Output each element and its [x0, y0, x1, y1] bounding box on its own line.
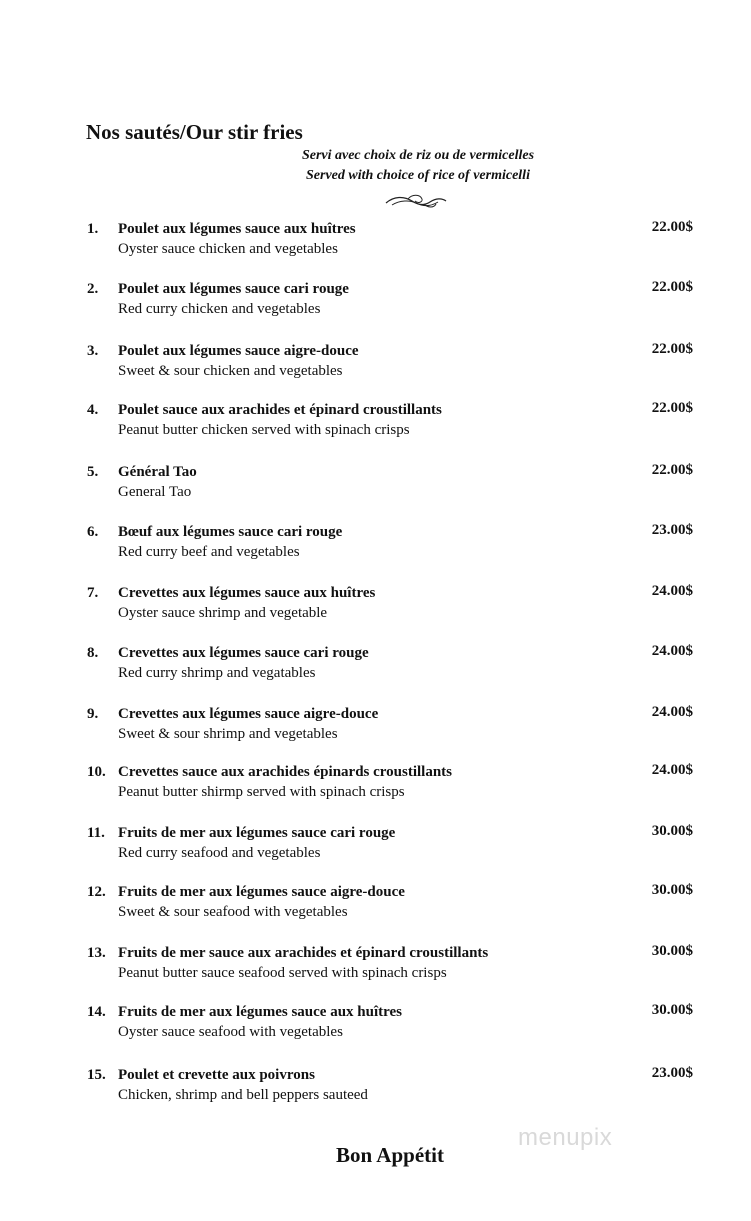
item-number: 11. — [87, 825, 105, 841]
item-name-french: Fruits de mer aux légumes sauce aigre-douce — [118, 884, 405, 900]
item-name-french: Crevettes aux légumes sauce aigre-douce — [118, 706, 379, 722]
item-number: 12. — [87, 884, 106, 900]
menu-item — [0, 281, 751, 321]
item-price: 24.00$ — [651, 762, 693, 778]
item-number: 13. — [87, 945, 106, 961]
item-name-french: Bœuf aux légumes sauce cari rouge — [118, 524, 343, 540]
item-name-english: Sweet & sour chicken and vegetables — [118, 363, 343, 379]
item-number: 2. — [87, 281, 99, 297]
item-name-english: Peanut butter chicken served with spinach crisps — [118, 422, 410, 438]
item-name-french: Crevettes aux légumes sauce aux huîtres — [118, 585, 376, 601]
menu-item — [0, 825, 751, 865]
item-number: 3. — [87, 343, 99, 359]
item-name-english: Oyster sauce chicken and vegetables — [118, 241, 338, 257]
item-name-english: Red curry beef and vegetables — [118, 544, 300, 560]
item-number: 9. — [87, 706, 99, 722]
item-price: 30.00$ — [651, 1002, 693, 1018]
item-name-english: Sweet & sour shrimp and vegetables — [118, 726, 338, 742]
item-name-french: Poulet aux légumes sauce cari rouge — [118, 281, 349, 297]
item-price: 30.00$ — [651, 823, 693, 839]
item-price: 23.00$ — [651, 1065, 693, 1081]
item-name-french: Poulet aux légumes sauce aux huîtres — [118, 221, 356, 237]
item-name-french: Fruits de mer sauce aux arachides et épinard croustillants — [118, 945, 489, 961]
item-price: 30.00$ — [651, 882, 693, 898]
menu-item — [0, 645, 751, 685]
item-name-french: Fruits de mer aux légumes sauce cari rouge — [118, 825, 396, 841]
subtitle-english: Served with choice of rice of vermicelli — [306, 168, 530, 183]
item-price: 23.00$ — [651, 522, 693, 538]
flourish-ornament-icon — [384, 190, 448, 212]
menu-item — [0, 706, 751, 746]
item-name-french: Poulet aux légumes sauce aigre-douce — [118, 343, 359, 359]
item-name-english: Chicken, shrimp and bell peppers sauteed — [118, 1087, 368, 1103]
menu-item — [0, 524, 751, 564]
item-price: 22.00$ — [651, 462, 693, 478]
item-number: 10. — [87, 764, 106, 780]
watermark: menupix — [518, 1124, 613, 1151]
menu-item — [0, 221, 751, 261]
item-name-english: Red curry chicken and vegetables — [118, 301, 321, 317]
item-name-french: Crevettes aux légumes sauce cari rouge — [118, 645, 369, 661]
menu-item — [0, 884, 751, 924]
item-name-english: Red curry seafood and vegetables — [118, 845, 321, 861]
menu-item — [0, 1004, 751, 1044]
subtitle-french: Servi avec choix de riz ou de vermicelles — [301, 148, 535, 163]
item-number: 5. — [87, 464, 99, 480]
item-price: 22.00$ — [651, 341, 693, 357]
item-name-english: Peanut butter shirmp served with spinach crisps — [118, 784, 405, 800]
menu-item — [0, 764, 751, 804]
item-number: 6. — [87, 524, 99, 540]
footer-text: Bon Appétit — [336, 1143, 444, 1167]
item-name-english: Oyster sauce seafood with vegetables — [118, 1024, 343, 1040]
item-price: 22.00$ — [651, 400, 693, 416]
item-number: 15. — [87, 1067, 106, 1083]
item-name-english: General Tao — [118, 484, 192, 500]
item-name-french: Poulet sauce aux arachides et épinard croustillants — [118, 402, 442, 418]
section-title: Nos sautés/Our stir fries — [86, 120, 303, 144]
item-number: 1. — [87, 221, 99, 237]
menu-item — [0, 343, 751, 383]
item-name-french: Crevettes sauce aux arachides épinards croustillants — [118, 764, 453, 780]
item-number: 7. — [87, 585, 99, 601]
item-price: 22.00$ — [651, 219, 693, 235]
item-price: 24.00$ — [651, 583, 693, 599]
item-price: 24.00$ — [651, 704, 693, 720]
menu-item — [0, 464, 751, 504]
item-name-english: Sweet & sour seafood with vegetables — [118, 904, 348, 920]
item-name-french: Fruits de mer aux légumes sauce aux huîtres — [118, 1004, 403, 1020]
menu-item — [0, 402, 751, 442]
item-price: 24.00$ — [651, 643, 693, 659]
menu-item — [0, 585, 751, 625]
item-price: 30.00$ — [651, 943, 693, 959]
menu-item — [0, 945, 751, 985]
item-number: 14. — [87, 1004, 106, 1020]
item-name-english: Red curry shrimp and vegatables — [118, 665, 316, 681]
item-price: 22.00$ — [651, 279, 693, 295]
item-name-english: Peanut butter sauce seafood served with spinach crisps — [118, 965, 447, 981]
item-name-french: Général Tao — [118, 464, 197, 480]
item-name-english: Oyster sauce shrimp and vegetable — [118, 605, 328, 621]
item-number: 4. — [87, 402, 99, 418]
menu-item — [0, 1067, 751, 1107]
item-name-french: Poulet et crevette aux poivrons — [118, 1067, 315, 1083]
item-number: 8. — [87, 645, 99, 661]
